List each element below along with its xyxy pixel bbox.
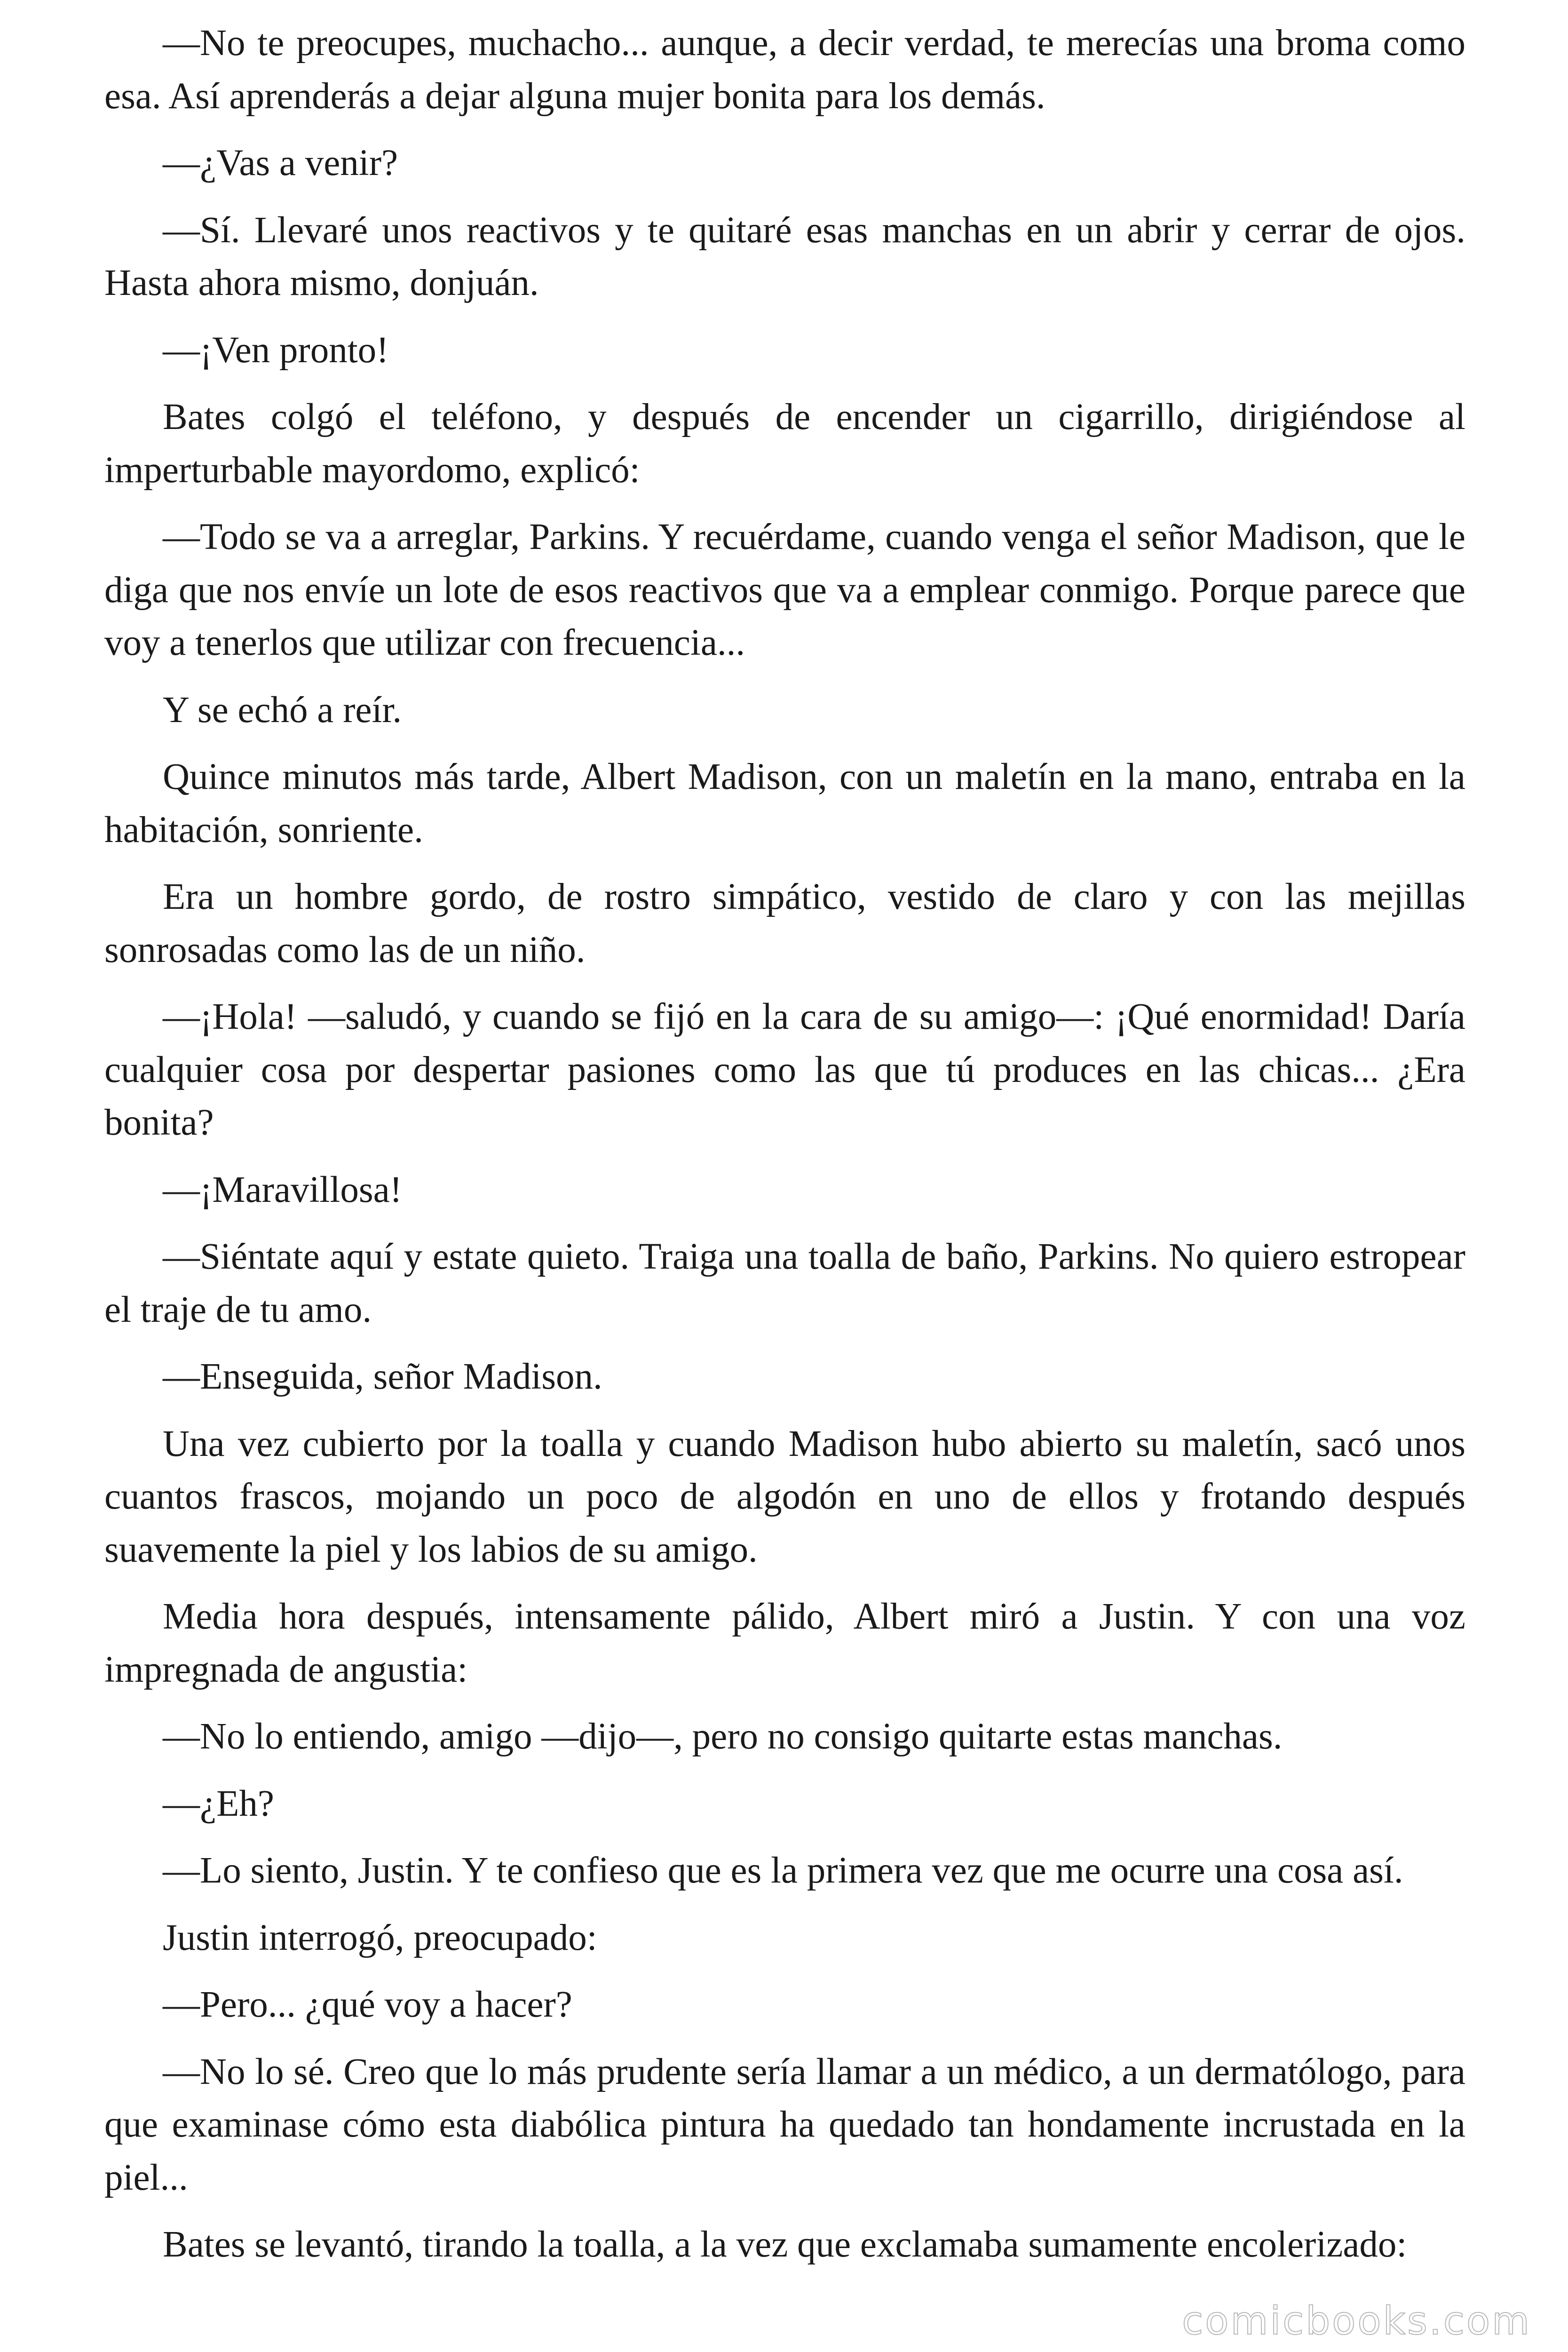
paragraph: —¿Eh? — [163, 1783, 274, 1824]
paragraph: Media hora después, intensamente pálido, Albert miró a Justin. Y con una voz impregnada de angustia: — [104, 1596, 1465, 1690]
paragraph: —No lo entiendo, amigo —dijo—, pero no consigo quitarte estas manchas. — [163, 1716, 1283, 1757]
paragraph: Quince minutos más tarde, Albert Madison, con un maletín en la mano, entraba en la habitación, sonriente. — [104, 756, 1465, 850]
paragraph: —Enseguida, señor Madison. — [163, 1356, 602, 1397]
paragraph: —Todo se va a arreglar, Parkins. Y recuérdame, cuando venga el señor Madison, que le diga que nos envíe un lote de esos reactivos que va a emplear conmigo. Porque parece que voy a tenerlos que utilizar con frecuencia... — [104, 516, 1465, 663]
watermark: comicbooks.com — [1182, 2299, 1531, 2344]
paragraph: Justin interrogó, preocupado: — [163, 1917, 597, 1958]
paragraph: —Pero... ¿qué voy a hacer? — [163, 1984, 572, 2025]
paragraph: —¿Vas a venir? — [163, 143, 398, 183]
paragraph: Bates colgó el teléfono, y después de encender un cigarrillo, dirigiéndose al imperturbable mayordomo, explicó: — [104, 397, 1465, 491]
paragraph: Bates se levantó, tirando la toalla, a la vez que exclamaba sumamente encolerizado: — [163, 2224, 1407, 2265]
paragraph: —¡Hola! —saludó, y cuando se fijó en la cara de su amigo—: ¡Qué enormidad! Daría cualquier cosa por despertar pasiones como las que tú produces en las chicas... ¿Era bonita? — [104, 996, 1465, 1143]
paragraph: —No te preocupes, muchacho... aunque, a decir verdad, te merecías una broma como esa. Así aprenderás a dejar alguna mujer bonita para los demás. — [104, 23, 1465, 117]
paragraph: —Siéntate aquí y estate quieto. Traiga una toalla de baño, Parkins. No quiero estropear el traje de tu amo. — [104, 1236, 1465, 1330]
paragraph: —No lo sé. Creo que lo más prudente sería llamar a un médico, a un dermatólogo, para que examinase cómo esta diabólica pintura ha quedado tan hondamente incrustada en la piel... — [104, 2051, 1465, 2198]
paragraph: Era un hombre gordo, de rostro simpático, vestido de claro y con las mejillas sonrosadas como las de un niño. — [104, 876, 1465, 970]
book-page — [104, 17, 1465, 2286]
paragraph: Y se echó a reír. — [163, 689, 402, 731]
paragraph: —¡Maravillosa! — [163, 1169, 402, 1210]
paragraph: —¡Ven pronto! — [163, 329, 389, 371]
paragraph: —Sí. Llevaré unos reactivos y te quitaré esas manchas en un abrir y cerrar de ojos. Hasta ahora mismo, donjuán. — [104, 209, 1465, 303]
paragraph: Una vez cubierto por la toalla y cuando Madison hubo abierto su maletín, sacó unos cuantos frascos, mojando un poco de algodón en uno de ellos y frotando después suavemente la piel y los labios de su amigo. — [104, 1423, 1465, 1570]
paragraph: —Lo siento, Justin. Y te confieso que es la primera vez que me ocurre una cosa así. — [163, 1850, 1403, 1891]
